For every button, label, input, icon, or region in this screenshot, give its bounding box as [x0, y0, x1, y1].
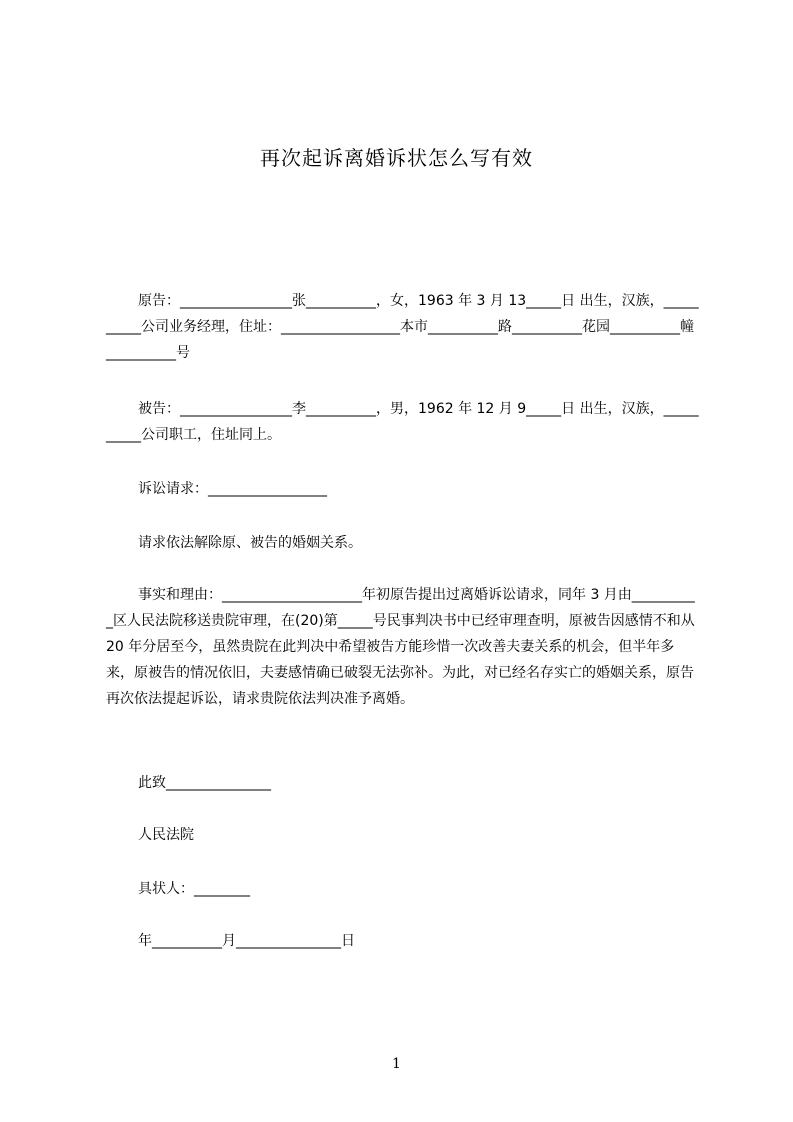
signer-line: 具状人：________ — [138, 881, 250, 897]
document-title: 再次起诉离婚诉状怎么写有效 — [260, 146, 533, 170]
date-line: 年__________月_______________日 — [138, 933, 355, 949]
defendant-paragraph: 被告：________________李__________，男，1962 年 12 月 9_____日 出生，汉族，__________公司职工，住址同上。 — [106, 401, 699, 443]
court-line: 人民法院 — [138, 827, 194, 843]
facts-paragraph: 事实和理由：____________________年初原告提出过离婚诉讼请求，同年 3 月由__________区人民法院移送贵院审理，在(20)第_____号民事判决书中已经审理查明，原被告因感情不和从 20 年分居至今，虽然贵院在此判决中希望被告方能珍惜一次改善夫妻关系的机会，但半年多来，原被告的情况依旧，夫妻感情确已破裂无法弥补。为此，对已经名存实亡的婚姻关系，原告再次依法提起诉讼，请求贵院依法判决准予离婚。 — [106, 587, 695, 707]
plaintiff-paragraph: 原告：________________张__________，女，1963 年 3 月 13_____日 出生，汉族，__________公司业务经理，住址：_________________本市__________路__________花园__________幢__________号 — [106, 293, 699, 361]
claim-text: 请求依法解除原、被告的婚姻关系。 — [138, 535, 362, 551]
salutation-line: 此致_______________ — [138, 775, 271, 791]
page-number: 1 — [392, 1056, 401, 1072]
claim-heading: 诉讼请求：_________________ — [138, 481, 327, 497]
